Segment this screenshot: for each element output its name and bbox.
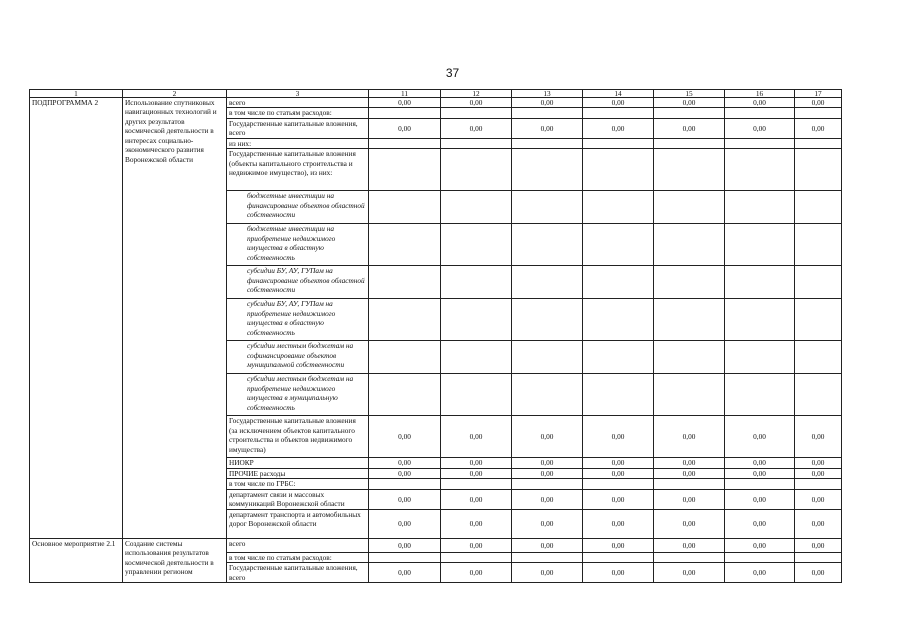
value-cell: [512, 149, 583, 191]
value-cell: [795, 138, 842, 148]
value-cell: [512, 138, 583, 148]
value-cell: [512, 552, 583, 562]
value-cell: 0,00: [441, 563, 512, 583]
value-cell: 0,00: [725, 468, 795, 478]
page-number: 37: [445, 66, 460, 80]
value-cell: [441, 341, 512, 374]
value-cell: 0,00: [441, 416, 512, 458]
value-cell: [654, 266, 725, 299]
value-cell: 0,00: [795, 416, 842, 458]
value-cell: 0,00: [795, 98, 842, 108]
value-cell: [369, 108, 441, 118]
table-row: [30, 98, 842, 108]
row-label: Государственные капитальные вложения (объекты капитального строительства и недвижимое имущество), из них:: [227, 149, 369, 191]
value-cell: [795, 374, 842, 416]
row-label-text: субсидии местным бюджетам на приобретение недвижимого имущества в муниципальную собственность: [247, 374, 354, 412]
value-cell: 0,00: [654, 468, 725, 478]
value-cell: [369, 374, 441, 416]
value-cell: [583, 552, 654, 562]
value-cell: [583, 224, 654, 266]
value-cell: [583, 266, 654, 299]
value-cell: 0,00: [369, 118, 441, 138]
value-cell: [795, 191, 842, 224]
value-cell: [725, 138, 795, 148]
row-label: департамент связи и массовых коммуникаций Воронежской области: [227, 489, 369, 509]
value-cell: 0,00: [441, 468, 512, 478]
value-cell: [369, 191, 441, 224]
value-cell: [654, 224, 725, 266]
value-cell: [583, 149, 654, 191]
row-label: из них:: [227, 138, 369, 148]
value-cell: [583, 479, 654, 489]
value-cell: [795, 552, 842, 562]
value-cell: 0,00: [725, 98, 795, 108]
row-label-text: субсидии БУ, АУ, ГУПам на приобретение недвижимого имущества в областную собственность: [247, 299, 336, 337]
value-cell: 0,00: [583, 509, 654, 538]
value-cell: 0,00: [512, 458, 583, 468]
value-cell: 0,00: [583, 98, 654, 108]
row-label: НИОКР: [227, 458, 369, 468]
value-cell: [369, 149, 441, 191]
value-cell: 0,00: [795, 538, 842, 552]
value-cell: 0,00: [654, 538, 725, 552]
value-cell: [369, 341, 441, 374]
value-cell: [725, 341, 795, 374]
value-cell: [795, 479, 842, 489]
value-cell: 0,00: [512, 98, 583, 108]
value-cell: 0,00: [654, 416, 725, 458]
row-label: [227, 191, 369, 224]
value-cell: [654, 108, 725, 118]
row-label: Государственные капитальные вложения (за исключением объектов капитального строительства и объектов недвижимого имущества): [227, 416, 369, 458]
value-cell: [369, 266, 441, 299]
column-header: 13: [512, 90, 583, 98]
row-label: всего: [227, 98, 369, 108]
program-description: Создание системы использования результатов космической деятельности в управлении регионом: [123, 538, 227, 582]
value-cell: [654, 552, 725, 562]
value-cell: [441, 552, 512, 562]
value-cell: 0,00: [512, 563, 583, 583]
value-cell: [725, 108, 795, 118]
value-cell: 0,00: [795, 489, 842, 509]
value-cell: 0,00: [795, 509, 842, 538]
column-header: 1: [30, 90, 123, 98]
value-cell: 0,00: [725, 118, 795, 138]
value-cell: [725, 552, 795, 562]
value-cell: [512, 299, 583, 341]
row-label: [227, 224, 369, 266]
value-cell: [512, 224, 583, 266]
value-cell: 0,00: [369, 563, 441, 583]
value-cell: [795, 266, 842, 299]
value-cell: 0,00: [654, 509, 725, 538]
value-cell: [369, 299, 441, 341]
value-cell: 0,00: [583, 118, 654, 138]
column-header: 15: [654, 90, 725, 98]
value-cell: 0,00: [725, 563, 795, 583]
value-cell: [441, 191, 512, 224]
value-cell: [795, 224, 842, 266]
value-cell: 0,00: [369, 468, 441, 478]
column-header: 2: [123, 90, 227, 98]
row-label: в том числе по статьям расходов:: [227, 552, 369, 562]
value-cell: 0,00: [654, 563, 725, 583]
row-label: в том числе по ГРБС:: [227, 479, 369, 489]
row-label: в том числе по статьям расходов:: [227, 108, 369, 118]
row-label-text: бюджетные инвестиции на финансирование объектов областной собственности: [247, 191, 365, 220]
program-name: ПОДПРОГРАММА 2: [30, 98, 123, 539]
value-cell: [725, 191, 795, 224]
row-label-text: субсидии местным бюджетам на софинансирование объектов муниципальной собственности: [247, 341, 354, 370]
value-cell: 0,00: [725, 509, 795, 538]
value-cell: 0,00: [654, 118, 725, 138]
value-cell: [583, 341, 654, 374]
value-cell: 0,00: [583, 563, 654, 583]
program-name: Основное мероприятие 2.1: [30, 538, 123, 582]
value-cell: 0,00: [795, 468, 842, 478]
row-label: Государственные капитальные вложения, всего: [227, 563, 369, 583]
value-cell: 0,00: [441, 509, 512, 538]
row-label-text: бюджетные инвестиции на приобретение недвижимого имущества в областную собственность: [247, 224, 336, 262]
value-cell: [725, 299, 795, 341]
row-label: [227, 341, 369, 374]
value-cell: 0,00: [369, 416, 441, 458]
value-cell: [369, 479, 441, 489]
value-cell: [654, 341, 725, 374]
value-cell: 0,00: [654, 98, 725, 108]
row-label: всего: [227, 538, 369, 552]
value-cell: 0,00: [583, 538, 654, 552]
value-cell: [654, 191, 725, 224]
value-cell: [441, 138, 512, 148]
value-cell: 0,00: [795, 458, 842, 468]
program-description: Использование спутниковых навигационных технологий и других результатов космической деятельности в интересах социально-экономического развития Воронежской области: [123, 98, 227, 539]
value-cell: 0,00: [441, 538, 512, 552]
value-cell: 0,00: [725, 458, 795, 468]
value-cell: [369, 138, 441, 148]
value-cell: [441, 479, 512, 489]
value-cell: 0,00: [725, 538, 795, 552]
value-cell: [512, 341, 583, 374]
value-cell: [512, 374, 583, 416]
value-cell: 0,00: [369, 538, 441, 552]
value-cell: [725, 374, 795, 416]
value-cell: 0,00: [583, 468, 654, 478]
value-cell: 0,00: [369, 509, 441, 538]
value-cell: 0,00: [512, 509, 583, 538]
column-header: 14: [583, 90, 654, 98]
value-cell: [512, 266, 583, 299]
value-cell: 0,00: [583, 458, 654, 468]
value-cell: 0,00: [654, 489, 725, 509]
value-cell: 0,00: [725, 416, 795, 458]
value-cell: [654, 479, 725, 489]
value-cell: 0,00: [795, 118, 842, 138]
value-cell: 0,00: [583, 489, 654, 509]
value-cell: [795, 341, 842, 374]
row-label: департамент транспорта и автомобильных дорог Воронежской области: [227, 509, 369, 538]
row-label: [227, 299, 369, 341]
value-cell: 0,00: [369, 98, 441, 108]
row-label: ПРОЧИЕ расходы: [227, 468, 369, 478]
value-cell: 0,00: [441, 98, 512, 108]
value-cell: 0,00: [512, 489, 583, 509]
row-label-text: субсидии БУ, АУ, ГУПам на финансирование объектов областной собственности: [247, 266, 365, 295]
value-cell: 0,00: [512, 468, 583, 478]
value-cell: 0,00: [512, 416, 583, 458]
value-cell: [512, 479, 583, 489]
value-cell: [795, 149, 842, 191]
value-cell: 0,00: [654, 458, 725, 468]
value-cell: [654, 374, 725, 416]
value-cell: [583, 374, 654, 416]
value-cell: [583, 299, 654, 341]
value-cell: [369, 552, 441, 562]
column-header: 17: [795, 90, 842, 98]
value-cell: [441, 299, 512, 341]
value-cell: [441, 266, 512, 299]
value-cell: 0,00: [441, 458, 512, 468]
row-label: [227, 266, 369, 299]
budget-table: [29, 89, 842, 583]
value-cell: [654, 138, 725, 148]
value-cell: 0,00: [512, 118, 583, 138]
value-cell: 0,00: [512, 538, 583, 552]
value-cell: 0,00: [795, 563, 842, 583]
value-cell: [369, 224, 441, 266]
value-cell: [441, 149, 512, 191]
value-cell: [512, 191, 583, 224]
value-cell: [583, 191, 654, 224]
value-cell: [441, 108, 512, 118]
value-cell: [441, 224, 512, 266]
value-cell: 0,00: [369, 458, 441, 468]
value-cell: [725, 149, 795, 191]
value-cell: [512, 108, 583, 118]
header-row: [30, 90, 842, 98]
value-cell: 0,00: [369, 489, 441, 509]
value-cell: [795, 108, 842, 118]
row-label: [227, 374, 369, 416]
column-header: 11: [369, 90, 441, 98]
value-cell: [583, 138, 654, 148]
column-header: 12: [441, 90, 512, 98]
value-cell: [725, 479, 795, 489]
value-cell: 0,00: [441, 118, 512, 138]
column-header: 3: [227, 90, 369, 98]
value-cell: 0,00: [725, 489, 795, 509]
value-cell: [795, 299, 842, 341]
value-cell: [654, 149, 725, 191]
value-cell: 0,00: [583, 416, 654, 458]
column-header: 16: [725, 90, 795, 98]
value-cell: [725, 266, 795, 299]
value-cell: [583, 108, 654, 118]
value-cell: [725, 224, 795, 266]
table-row: [30, 538, 842, 552]
value-cell: [441, 374, 512, 416]
row-label: Государственные капитальные вложения, всего: [227, 118, 369, 138]
value-cell: [654, 299, 725, 341]
value-cell: 0,00: [441, 489, 512, 509]
